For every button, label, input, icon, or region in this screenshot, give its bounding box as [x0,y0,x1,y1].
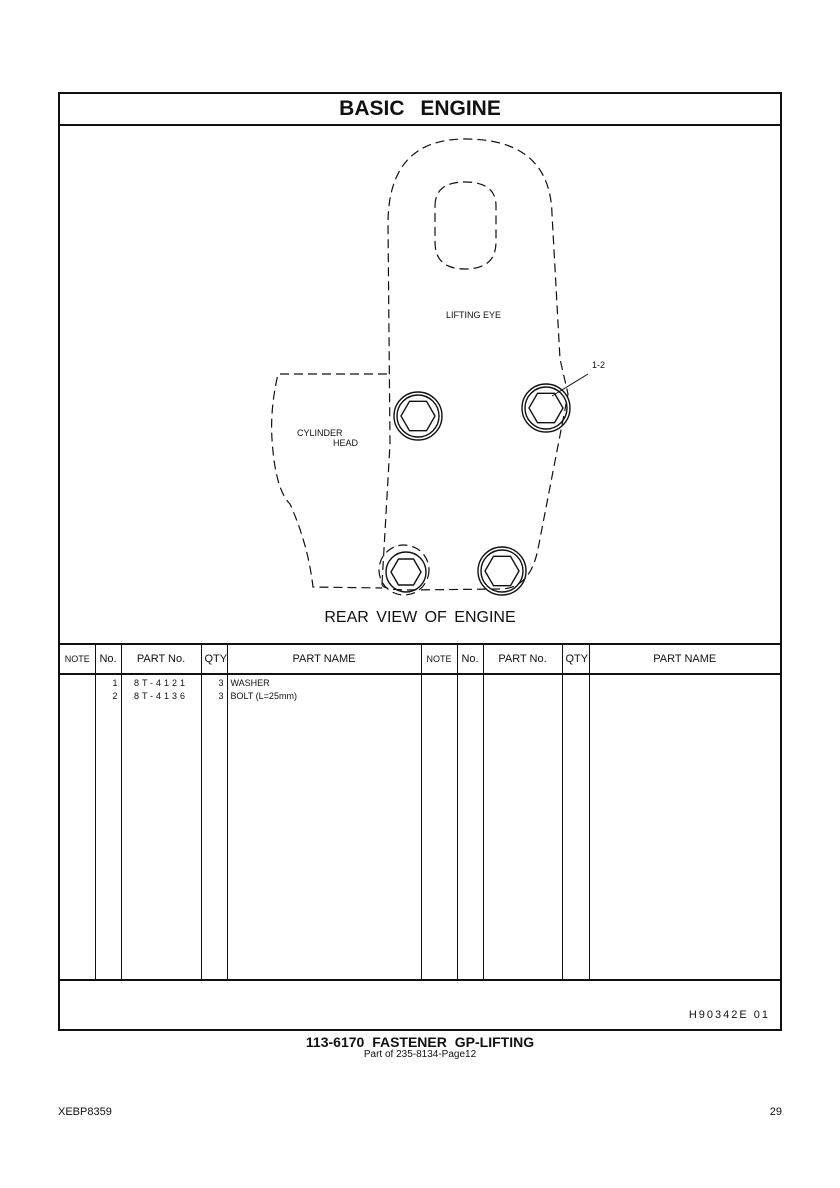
diagram-drawing [60,94,780,644]
page-number: 29 [769,1106,782,1118]
note-column-2 [421,674,457,980]
part-name-column-2 [589,674,780,980]
header-qty: QTY [201,644,227,674]
header-part-name: PART NAME [227,644,421,674]
note-column [60,674,95,980]
row-2-note [63,690,92,703]
section-title: BASIC ENGINE [60,94,780,126]
qty-column-2 [562,674,589,980]
row-1-qty: 3 [218,678,224,689]
table-body-row [60,674,780,980]
header-part-no: PART No. [121,644,201,674]
exploded-diagram [60,94,780,644]
part-name-column [227,674,421,980]
header-qty-2: QTY [562,644,589,674]
group-title: 113-6170 FASTENER GP-LIFTING [305,1034,535,1050]
no-column-2 [457,674,483,980]
group-subtitle: Part of 235-8134-Page12 [363,1049,477,1060]
row-1-no: 1 [112,678,118,689]
row-2-no: 2 [112,691,118,702]
qty-column [201,674,227,980]
no-column [95,674,121,980]
reference-code: H90342E 01 [688,1009,770,1021]
cylinder-head-outline [272,374,387,588]
lifting-eye-slot [435,182,496,269]
header-note-2: NOTE [421,644,457,674]
header-part-name-2: PART NAME [589,644,780,674]
header-no: No. [95,644,121,674]
parts-table [60,643,780,981]
row-2-part-no: 8T-4136 [133,691,189,702]
row-1-note [63,677,92,690]
part-no-column [121,674,201,980]
cylinder-head-label-line2: HEAD [333,438,359,448]
row-1-part-name: WASHER [230,678,270,689]
row-1-part-no: 8T-4121 [133,678,189,689]
parts-sheet-frame [58,92,782,1031]
part-no-column-2 [483,674,562,980]
lifting-eye-outline [382,139,568,590]
callout-label: 1-2 [592,360,606,370]
header-note: NOTE [60,644,95,674]
table-header-row [60,644,780,674]
row-2-qty: 3 [218,691,224,702]
header-no-2: No. [457,644,483,674]
row-2-part-name: BOLT (L=25mm) [230,691,297,702]
header-part-no-2: PART No. [483,644,562,674]
view-caption: REAR VIEW OF ENGINE [324,609,516,626]
lifting-eye-label: LIFTING EYE [446,310,502,320]
cylinder-head-label-line1: CYLINDER [297,428,343,438]
document-id: XEBP8359 [58,1106,112,1118]
